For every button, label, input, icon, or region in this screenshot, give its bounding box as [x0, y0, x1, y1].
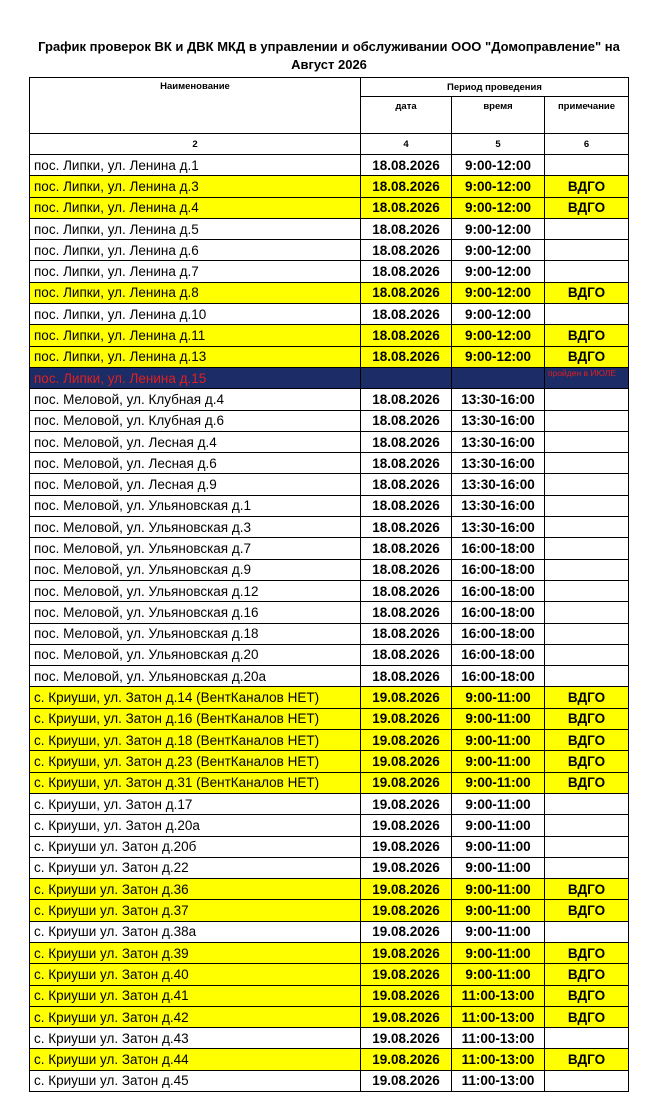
cell-address: с. Криуши ул. Затон д.39 — [30, 942, 361, 963]
table-row — [30, 538, 629, 559]
cell-time: 9:00-12:00 — [452, 218, 545, 239]
cell-note — [545, 815, 629, 836]
table-row — [30, 389, 629, 410]
table-row — [30, 176, 629, 197]
header-time: время — [452, 97, 545, 134]
cell-address: с. Криуши, ул. Затон д.23 (ВентКаналов НЕТ) — [30, 751, 361, 772]
cell-note: ВДГО — [545, 197, 629, 218]
cell-note — [545, 538, 629, 559]
cell-note — [545, 218, 629, 239]
cell-date: 19.08.2026 — [361, 815, 452, 836]
cell-address: пос. Липки, ул. Ленина д.15 — [30, 367, 361, 388]
cell-note: ВДГО — [545, 772, 629, 793]
cell-note — [545, 410, 629, 431]
table-row — [30, 964, 629, 985]
table-row — [30, 985, 629, 1006]
table-row — [30, 431, 629, 452]
cell-address: с. Криуши, ул. Затон д.20а — [30, 815, 361, 836]
cell-time: 9:00-11:00 — [452, 730, 545, 751]
cell-address: пос. Меловой, ул. Ульяновская д.20 — [30, 644, 361, 665]
cell-time: 11:00-13:00 — [452, 1006, 545, 1027]
cell-address: пос. Меловой, ул. Ульяновская д.20а — [30, 666, 361, 687]
table-row — [30, 346, 629, 367]
table-row — [30, 793, 629, 814]
cell-date: 19.08.2026 — [361, 900, 452, 921]
cell-date: 19.08.2026 — [361, 708, 452, 729]
cell-time: 9:00-11:00 — [452, 793, 545, 814]
cell-address: с. Криуши ул. Затон д.37 — [30, 900, 361, 921]
cell-note: ВДГО — [545, 879, 629, 900]
cell-address: пос. Меловой, ул. Ульяновская д.16 — [30, 602, 361, 623]
table-row — [30, 644, 629, 665]
cell-address: пос. Липки, ул. Ленина д.8 — [30, 282, 361, 303]
cell-time: 16:00-18:00 — [452, 559, 545, 580]
cell-address: пос. Меловой, ул. Клубная д.6 — [30, 410, 361, 431]
cell-date: 19.08.2026 — [361, 772, 452, 793]
title-line-1: График проверок ВК и ДВК МКД в управлении и обслуживании ООО "Домоправление" на — [38, 39, 620, 54]
table-row — [30, 580, 629, 601]
table-row — [30, 730, 629, 751]
cell-note — [545, 857, 629, 878]
cell-time: 9:00-11:00 — [452, 857, 545, 878]
cell-note: ВДГО — [545, 985, 629, 1006]
cell-time: 9:00-11:00 — [452, 687, 545, 708]
cell-date: 19.08.2026 — [361, 879, 452, 900]
table-row — [30, 517, 629, 538]
table-row — [30, 708, 629, 729]
cell-date: 18.08.2026 — [361, 282, 452, 303]
cell-time: 9:00-12:00 — [452, 325, 545, 346]
schedule-table — [29, 77, 629, 1092]
table-row — [30, 602, 629, 623]
cell-address: с. Криуши ул. Затон д.40 — [30, 964, 361, 985]
cell-address: пос. Липки, ул. Ленина д.10 — [30, 304, 361, 325]
table-row — [30, 772, 629, 793]
cell-time: 13:30-16:00 — [452, 389, 545, 410]
table-row — [30, 900, 629, 921]
cell-time: 9:00-12:00 — [452, 261, 545, 282]
cell-date: 19.08.2026 — [361, 964, 452, 985]
cell-note: ВДГО — [545, 282, 629, 303]
cell-note — [545, 453, 629, 474]
cell-date: 18.08.2026 — [361, 261, 452, 282]
cell-time: 16:00-18:00 — [452, 666, 545, 687]
cell-time: 13:30-16:00 — [452, 431, 545, 452]
cell-time: 16:00-18:00 — [452, 580, 545, 601]
cell-note — [545, 580, 629, 601]
table-row — [30, 474, 629, 495]
header-name: Наименование — [30, 78, 361, 134]
cell-time: 16:00-18:00 — [452, 538, 545, 559]
cell-note — [545, 261, 629, 282]
cell-address: пос. Меловой, ул. Ульяновская д.3 — [30, 517, 361, 538]
table-row — [30, 1006, 629, 1027]
cell-address: с. Криуши ул. Затон д.22 — [30, 857, 361, 878]
cell-note: ВДГО — [545, 1006, 629, 1027]
cell-address: пос. Меловой, ул. Ульяновская д.18 — [30, 623, 361, 644]
cell-date: 18.08.2026 — [361, 176, 452, 197]
table-row — [30, 261, 629, 282]
cell-note: ВДГО — [545, 687, 629, 708]
cell-note: ВДГО — [545, 751, 629, 772]
header-note: примечание — [545, 97, 629, 134]
cell-note — [545, 431, 629, 452]
cell-address: пос. Меловой, ул. Ульяновская д.9 — [30, 559, 361, 580]
cell-address: пос. Меловой, ул. Лесная д.4 — [30, 431, 361, 452]
cell-address: пос. Липки, ул. Ленина д.5 — [30, 218, 361, 239]
cell-date: 19.08.2026 — [361, 793, 452, 814]
table-row — [30, 1070, 629, 1091]
table-row — [30, 197, 629, 218]
cell-date: 18.08.2026 — [361, 197, 452, 218]
cell-time: 9:00-11:00 — [452, 964, 545, 985]
table-row — [30, 325, 629, 346]
cell-date: 19.08.2026 — [361, 985, 452, 1006]
cell-address: с. Криуши, ул. Затон д.31 (ВентКаналов НЕТ) — [30, 772, 361, 793]
cell-time: 9:00-12:00 — [452, 346, 545, 367]
header-num-date: 4 — [361, 134, 452, 155]
cell-date: 19.08.2026 — [361, 730, 452, 751]
cell-date: 18.08.2026 — [361, 644, 452, 665]
cell-time: 11:00-13:00 — [452, 985, 545, 1006]
cell-time: 9:00-12:00 — [452, 197, 545, 218]
cell-date: 18.08.2026 — [361, 666, 452, 687]
cell-time: 16:00-18:00 — [452, 623, 545, 644]
cell-address: с. Криуши ул. Затон д.45 — [30, 1070, 361, 1091]
cell-date: 18.08.2026 — [361, 304, 452, 325]
cell-date: 19.08.2026 — [361, 1006, 452, 1027]
cell-date: 18.08.2026 — [361, 474, 452, 495]
cell-date: 18.08.2026 — [361, 495, 452, 516]
cell-address: с. Криуши ул. Затон д.41 — [30, 985, 361, 1006]
cell-time: 13:30-16:00 — [452, 517, 545, 538]
cell-time: 9:00-11:00 — [452, 708, 545, 729]
cell-time — [452, 367, 545, 388]
cell-time: 9:00-12:00 — [452, 155, 545, 176]
cell-note: ВДГО — [545, 942, 629, 963]
cell-address: пос. Липки, ул. Ленина д.1 — [30, 155, 361, 176]
cell-address: с. Криуши ул. Затон д.20б — [30, 836, 361, 857]
table-row — [30, 942, 629, 963]
cell-date: 18.08.2026 — [361, 325, 452, 346]
cell-date: 18.08.2026 — [361, 453, 452, 474]
cell-time: 9:00-11:00 — [452, 921, 545, 942]
header-period: Период проведения — [361, 78, 629, 97]
cell-note — [545, 644, 629, 665]
cell-date: 19.08.2026 — [361, 921, 452, 942]
cell-time: 16:00-18:00 — [452, 644, 545, 665]
cell-note — [545, 240, 629, 261]
table-row — [30, 815, 629, 836]
cell-note — [545, 1028, 629, 1049]
cell-time: 16:00-18:00 — [452, 602, 545, 623]
cell-address: пос. Липки, ул. Ленина д.4 — [30, 197, 361, 218]
cell-time: 9:00-11:00 — [452, 751, 545, 772]
cell-time: 9:00-12:00 — [452, 304, 545, 325]
cell-date: 19.08.2026 — [361, 687, 452, 708]
cell-time: 9:00-12:00 — [452, 282, 545, 303]
cell-date: 18.08.2026 — [361, 155, 452, 176]
cell-address: с. Криуши, ул. Затон д.16 (ВентКаналов НЕТ) — [30, 708, 361, 729]
cell-address: пос. Липки, ул. Ленина д.6 — [30, 240, 361, 261]
cell-address: пос. Меловой, ул. Лесная д.9 — [30, 474, 361, 495]
cell-time: 9:00-11:00 — [452, 836, 545, 857]
cell-note — [545, 836, 629, 857]
header-num-time: 5 — [452, 134, 545, 155]
cell-date: 18.08.2026 — [361, 389, 452, 410]
cell-address: с. Криуши ул. Затон д.36 — [30, 879, 361, 900]
table-row — [30, 155, 629, 176]
cell-date: 18.08.2026 — [361, 410, 452, 431]
table-row — [30, 218, 629, 239]
table-row — [30, 304, 629, 325]
cell-date: 18.08.2026 — [361, 602, 452, 623]
cell-date: 19.08.2026 — [361, 836, 452, 857]
cell-address: с. Криуши ул. Затон д.44 — [30, 1049, 361, 1070]
cell-note: ВДГО — [545, 176, 629, 197]
cell-time: 13:30-16:00 — [452, 474, 545, 495]
document-title — [20, 38, 638, 74]
cell-address: с. Криуши ул. Затон д.38а — [30, 921, 361, 942]
cell-address: с. Криуши, ул. Затон д.18 (ВентКаналов НЕТ) — [30, 730, 361, 751]
cell-time: 9:00-11:00 — [452, 879, 545, 900]
cell-time: 9:00-11:00 — [452, 772, 545, 793]
table-row — [30, 367, 629, 388]
header-date: дата — [361, 97, 452, 134]
cell-date — [361, 367, 452, 388]
cell-note — [545, 623, 629, 644]
cell-note: ВДГО — [545, 346, 629, 367]
cell-note — [545, 389, 629, 410]
cell-date: 18.08.2026 — [361, 517, 452, 538]
cell-time: 9:00-11:00 — [452, 815, 545, 836]
cell-date: 18.08.2026 — [361, 538, 452, 559]
cell-note: пройден в ИЮЛЕ — [545, 367, 629, 388]
cell-time: 9:00-12:00 — [452, 176, 545, 197]
cell-time: 13:30-16:00 — [452, 410, 545, 431]
cell-note: ВДГО — [545, 1049, 629, 1070]
cell-date: 18.08.2026 — [361, 431, 452, 452]
cell-note: ВДГО — [545, 964, 629, 985]
cell-time: 11:00-13:00 — [452, 1049, 545, 1070]
cell-address: с. Криуши ул. Затон д.43 — [30, 1028, 361, 1049]
table-row — [30, 559, 629, 580]
cell-date: 18.08.2026 — [361, 559, 452, 580]
cell-date: 19.08.2026 — [361, 1028, 452, 1049]
cell-time: 11:00-13:00 — [452, 1028, 545, 1049]
cell-date: 19.08.2026 — [361, 1049, 452, 1070]
title-line-2: Август 2026 — [291, 57, 367, 72]
table-row — [30, 879, 629, 900]
table-row — [30, 857, 629, 878]
cell-note — [545, 474, 629, 495]
cell-note — [545, 666, 629, 687]
cell-date: 18.08.2026 — [361, 218, 452, 239]
cell-date: 18.08.2026 — [361, 580, 452, 601]
table-row — [30, 687, 629, 708]
cell-note — [545, 304, 629, 325]
cell-date: 18.08.2026 — [361, 346, 452, 367]
table-row — [30, 453, 629, 474]
cell-time: 9:00-11:00 — [452, 900, 545, 921]
cell-note: ВДГО — [545, 900, 629, 921]
cell-time: 13:30-16:00 — [452, 453, 545, 474]
table-row — [30, 495, 629, 516]
header-num-name: 2 — [30, 134, 361, 155]
cell-address: пос. Липки, ул. Ленина д.13 — [30, 346, 361, 367]
cell-note — [545, 517, 629, 538]
table-row — [30, 836, 629, 857]
cell-note — [545, 155, 629, 176]
cell-address: с. Криуши ул. Затон д.42 — [30, 1006, 361, 1027]
cell-note — [545, 921, 629, 942]
cell-note — [545, 495, 629, 516]
table-row — [30, 282, 629, 303]
cell-note: ВДГО — [545, 708, 629, 729]
cell-date: 19.08.2026 — [361, 857, 452, 878]
cell-note: ВДГО — [545, 325, 629, 346]
cell-date: 19.08.2026 — [361, 942, 452, 963]
cell-address: пос. Меловой, ул. Лесная д.6 — [30, 453, 361, 474]
cell-address: пос. Меловой, ул. Ульяновская д.12 — [30, 580, 361, 601]
cell-address: пос. Меловой, ул. Ульяновская д.7 — [30, 538, 361, 559]
cell-address: пос. Липки, ул. Ленина д.11 — [30, 325, 361, 346]
cell-time: 9:00-11:00 — [452, 942, 545, 963]
cell-note — [545, 602, 629, 623]
cell-address: пос. Меловой, ул. Клубная д.4 — [30, 389, 361, 410]
table-row — [30, 751, 629, 772]
cell-date: 18.08.2026 — [361, 240, 452, 261]
cell-time: 9:00-12:00 — [452, 240, 545, 261]
cell-address: пос. Липки, ул. Ленина д.7 — [30, 261, 361, 282]
cell-address: с. Криуши, ул. Затон д.17 — [30, 793, 361, 814]
cell-note — [545, 793, 629, 814]
cell-time: 11:00-13:00 — [452, 1070, 545, 1091]
cell-note: ВДГО — [545, 730, 629, 751]
cell-address: пос. Липки, ул. Ленина д.3 — [30, 176, 361, 197]
cell-note — [545, 1070, 629, 1091]
header-num-note: 6 — [545, 134, 629, 155]
table-row — [30, 1049, 629, 1070]
cell-address: пос. Меловой, ул. Ульяновская д.1 — [30, 495, 361, 516]
cell-address: с. Криуши, ул. Затон д.14 (ВентКаналов НЕТ) — [30, 687, 361, 708]
cell-date: 19.08.2026 — [361, 1070, 452, 1091]
cell-date: 19.08.2026 — [361, 751, 452, 772]
table-row — [30, 240, 629, 261]
cell-time: 13:30-16:00 — [452, 495, 545, 516]
table-row — [30, 410, 629, 431]
table-row — [30, 623, 629, 644]
table-row — [30, 1028, 629, 1049]
cell-note — [545, 559, 629, 580]
cell-date: 18.08.2026 — [361, 623, 452, 644]
table-row — [30, 666, 629, 687]
table-row — [30, 921, 629, 942]
